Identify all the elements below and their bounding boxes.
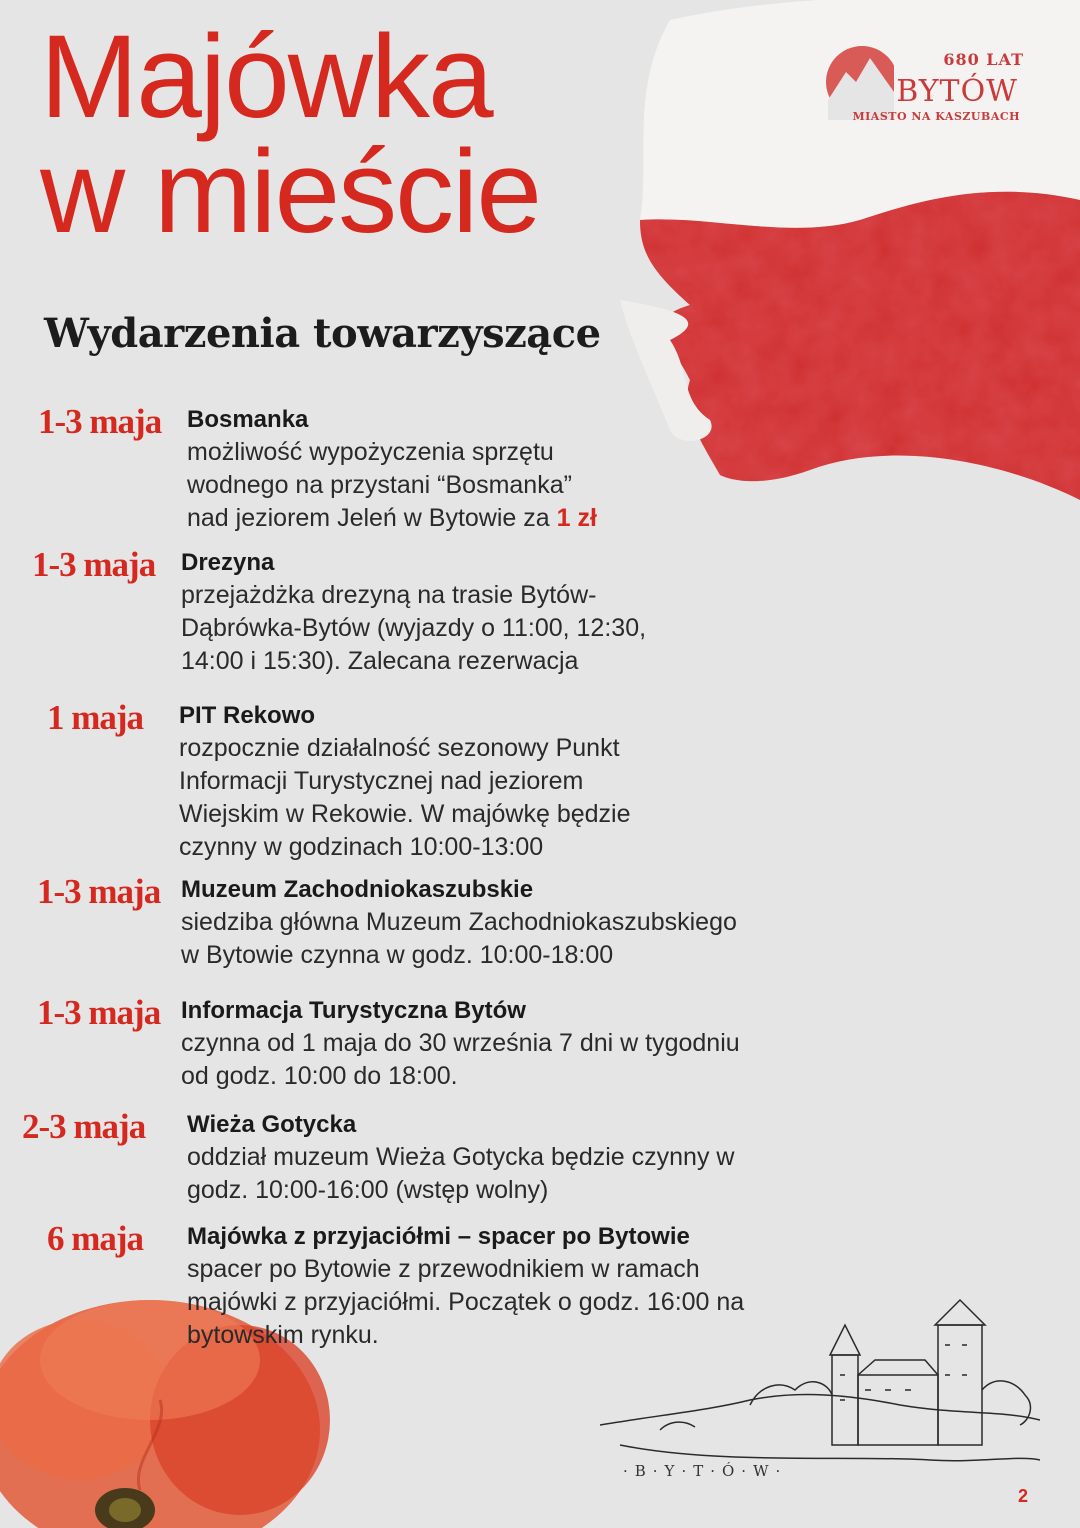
logo-tagline: MIASTO NA KASZUBACH — [852, 110, 1020, 123]
event-date: 2-3 maja — [22, 1107, 146, 1146]
bytow-680-logo — [824, 40, 1024, 130]
event-title: Majówka z przyjaciółmi – spacer po Bytowie — [187, 1223, 690, 1250]
event-desc-line: czynna od 1 maja do 30 września 7 dni w tygodniu — [181, 1029, 740, 1057]
event-title: Bosmanka — [187, 406, 309, 433]
title-line-1: Majówka — [40, 11, 492, 143]
castle-caption: ·B·Y·T·Ó·W· — [623, 1462, 788, 1480]
event-desc-line: możliwość wypożyczenia sprzętu — [187, 438, 554, 466]
event-title: Informacja Turystyczna Bytów — [181, 997, 526, 1024]
event-date: 1-3 maja — [38, 402, 162, 441]
event-date: 6 maja — [47, 1219, 144, 1258]
event-desc-line: w Bytowie czynna w godz. 10:00-18:00 — [181, 941, 614, 969]
event-desc-line: 14:00 i 15:30). Zalecana rezerwacja — [181, 647, 579, 675]
event-date: 1 maja — [47, 698, 144, 737]
price-highlight: 1 zł — [556, 504, 597, 532]
event-desc-line: spacer po Bytowie z przewodnikiem w ramach — [187, 1255, 700, 1283]
event-desc-line: wodnego na przystani “Bosmanka” — [187, 471, 572, 499]
event-desc-line: Dąbrówka-Bytów (wyjazdy o 11:00, 12:30, — [181, 614, 647, 642]
mountain-logo-icon — [824, 40, 894, 120]
page-number: 2 — [1018, 1486, 1029, 1506]
event-title: PIT Rekowo — [179, 702, 316, 729]
event-desc-line: majówki z przyjaciółmi. Początek o godz. 16:00 na — [187, 1288, 745, 1316]
event-date: 1-3 maja — [32, 545, 156, 584]
event-desc-line — [187, 502, 597, 535]
event-desc-line: od godz. 10:00 do 18:00. — [181, 1062, 458, 1090]
event-desc-line: godz. 10:00-16:00 (wstęp wolny) — [187, 1176, 549, 1204]
title-line-2: w mieście — [40, 126, 540, 258]
event-desc-line: czynny w godzinach 10:00-13:00 — [179, 833, 544, 861]
event-desc-line: oddział muzeum Wieża Gotycka będzie czynny w — [187, 1143, 735, 1171]
event-desc-line: Wiejskim w Rekowie. W majówkę będzie — [179, 800, 631, 828]
event-desc-line: Informacji Turystycznej nad jeziorem — [179, 767, 584, 795]
event-title: Drezyna — [181, 549, 275, 576]
event-title: Muzeum Zachodniokaszubskie — [181, 876, 534, 903]
event-desc-line: rozpocznie działalność sezonowy Punkt — [179, 734, 620, 762]
section-subtitle: Wydarzenia towarzyszące — [44, 310, 601, 357]
logo-years: 680 LAT — [943, 50, 1024, 69]
page-title — [40, 11, 540, 258]
event-date: 1-3 maja — [37, 872, 161, 911]
event-title: Wieża Gotycka — [187, 1111, 357, 1138]
event-desc-line: siedziba główna Muzeum Zachodniokaszubskiego — [181, 908, 737, 936]
event-desc-line: przejażdżka drezyną na trasie Bytów- — [181, 581, 597, 609]
event-date: 1-3 maja — [37, 993, 161, 1032]
desc-text: nad jeziorem Jeleń w Bytowie za — [187, 504, 557, 532]
event-desc-line: bytowskim rynku. — [187, 1321, 379, 1349]
logo-name: BYTÓW — [896, 74, 1018, 109]
